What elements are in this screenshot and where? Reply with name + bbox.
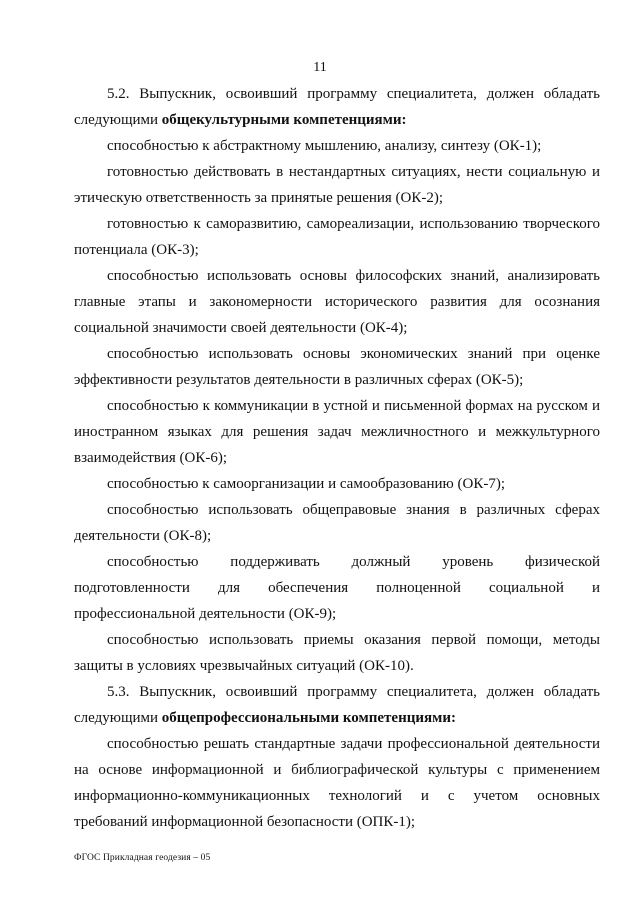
- page-number: 11: [313, 60, 327, 75]
- competency-ok-5: способностью использовать основы экономических знаний при оценке эффективности результатов деятельности в различных сферах (ОК-5);: [74, 346, 600, 388]
- competency-ok-7: способностью к самоорганизации и самообразованию (ОК-7);: [107, 476, 506, 492]
- competency-ok-8: способностью использовать общеправовые знания в различных сферах деятельности (ОК-8);: [74, 502, 600, 544]
- competency-ok-10: способностью использовать приемы оказания первой помощи, методы защиты в условиях чрезвычайных ситуаций (ОК-10).: [74, 632, 600, 674]
- document-body: [74, 81, 600, 835]
- footer-note: ФГОС Прикладная геодезия – 05: [74, 853, 211, 863]
- competency-opk-1: способностью решать стандартные задачи профессиональной деятельности на основе информационной и библиографической культуры с применением информационно-коммуникационных технологий и с учетом основных требований информационной безопасности (ОПК-1);: [74, 736, 600, 830]
- section-5-3-intro-bold: общепрофессиональными компетенциями:: [161, 710, 456, 726]
- section-5-2-intro-bold: общекультурными компетенциями:: [161, 112, 407, 128]
- competency-ok-9: способностью поддерживать должный уровень физической подготовленности для обеспечения полноценной социальной и профессиональной деятельности (ОК-9);: [74, 554, 600, 622]
- competency-ok-1: способностью к абстрактному мышлению, анализу, синтезу (ОК-1);: [107, 138, 542, 154]
- competency-ok-4: способностью использовать основы философских знаний, анализировать главные этапы и закономерности исторического развития для осознания социальной значимости своей деятельности (ОК-4);: [74, 268, 600, 336]
- section-5-3-intro-text: 5.3. Выпускник, освоивший программу специалитета, должен обладать следующими: [74, 684, 600, 726]
- section-5-2-intro: [74, 81, 600, 133]
- competency-ok-2: готовностью действовать в нестандартных ситуациях, нести социальную и этическую ответственность за принятые решения (ОК-2);: [74, 164, 600, 206]
- competency-ok-3: готовностью к саморазвитию, самореализации, использованию творческого потенциала (ОК-3);: [74, 216, 600, 258]
- section-5-3-intro: [74, 679, 600, 731]
- section-5-2-intro-text: 5.2. Выпускник, освоивший программу специалитета, должен обладать следующими: [74, 86, 600, 128]
- competency-ok-6: способностью к коммуникации в устной и письменной формах на русском и иностранном языках для решения задач межличностного и межкультурного взаимодействия (ОК-6);: [74, 398, 600, 466]
